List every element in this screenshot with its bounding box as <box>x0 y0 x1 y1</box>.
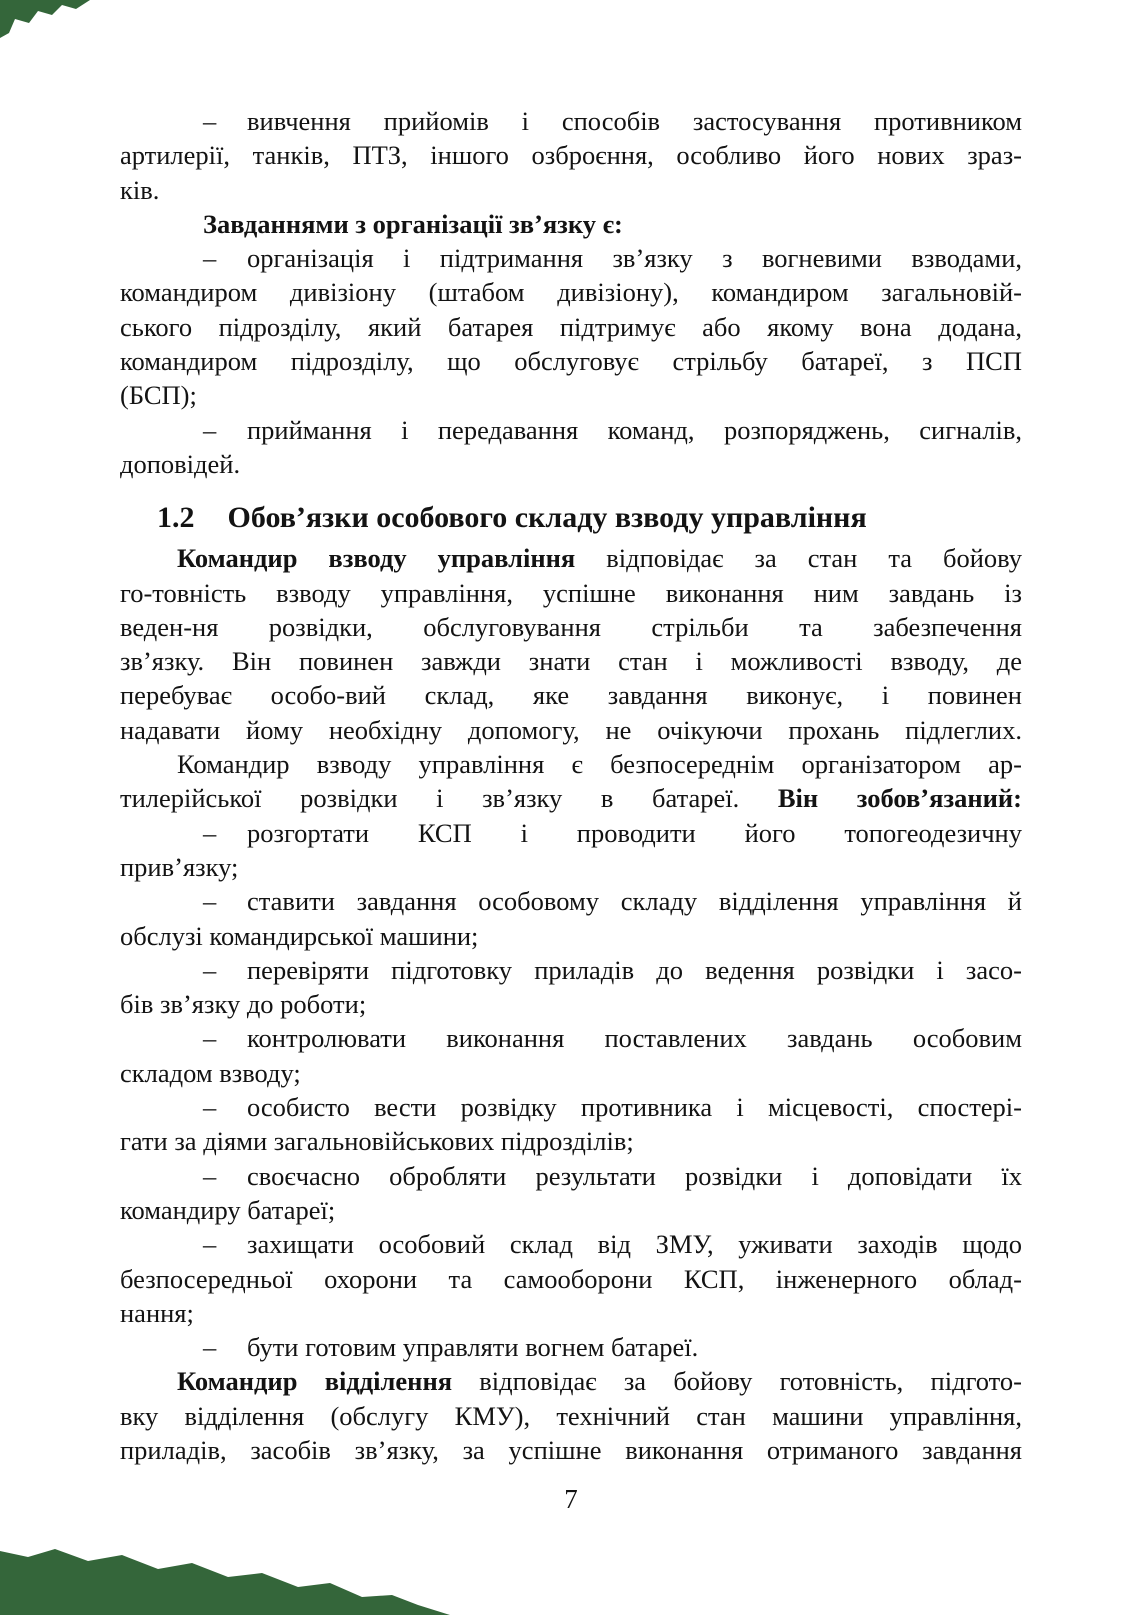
line-text: особисто вести розвідку противника і місцевості, спостері- <box>247 1092 1022 1123</box>
text-line <box>120 413 1022 447</box>
text-line: веден-ня розвідки, обслуговування стрільби та забезпечення <box>120 611 1022 642</box>
text-line <box>120 1090 1022 1124</box>
text-line: зв’язку. Він повинен завжди знати стан і можливості взводу, де <box>120 646 1022 677</box>
text-line: ків. <box>120 174 160 205</box>
scan-artifact-shape <box>0 1549 450 1615</box>
text-line: безпосередньої охорони та самооборони КСП, інженерного облад- <box>120 1263 1022 1294</box>
scan-artifact-top-left <box>0 0 100 44</box>
text-line <box>120 104 1022 138</box>
line-text: тилерійської розвідки і зв’язку в батареї. <box>120 783 778 814</box>
text-line: бів зв’язку до роботи; <box>120 989 367 1020</box>
paragraph <box>120 816 1022 885</box>
text-line: командиром дивізіону (штабом дивізіону), командиром загальновій- <box>120 277 1022 308</box>
text-line: вку відділення (обслугу КМУ), технічний стан машини управління, <box>120 1400 1022 1431</box>
paragraph <box>120 541 1022 747</box>
line-text: вивчення прийомів і способів застосування противником <box>247 106 1022 136</box>
text-line: приладів, засобів зв’язку, за успішне виконання отриманого завдання <box>120 1434 1022 1465</box>
paragraph <box>120 884 1022 953</box>
text-line: нання; <box>120 1297 194 1328</box>
paragraph <box>120 747 1022 816</box>
paragraph <box>120 413 1022 482</box>
scan-artifact-bottom-left <box>0 1545 450 1615</box>
section-heading <box>120 500 1022 536</box>
list-dash: – <box>203 1160 217 1191</box>
scan-artifact-shape <box>0 0 90 38</box>
text-line: командиру батареї; <box>120 1194 336 1225</box>
line-text: перевіряти підготовку приладів до ведення розвідки і засо- <box>247 954 1022 985</box>
bold-run: Командир відділення <box>177 1366 453 1397</box>
section-title: Обов’язки особового складу взводу управління <box>227 501 867 535</box>
list-dash: – <box>203 1023 217 1054</box>
text-line <box>120 816 1022 850</box>
list-dash: – <box>203 414 217 445</box>
paragraph <box>120 104 1022 207</box>
text-line: перебуває особо-вий склад, яке завдання виконує, і повинен <box>120 680 1022 711</box>
text-line <box>120 953 1022 987</box>
paragraph <box>120 241 1022 412</box>
line-text: ставити завдання особовому складу відділення управління й <box>247 886 1022 917</box>
text-line: складом взводу; <box>120 1057 301 1088</box>
line-text: захищати особовий склад від ЗМУ, уживати заходів щодо <box>247 1229 1022 1260</box>
text-line <box>120 1330 1022 1364</box>
text-line: доповідей. <box>120 448 241 479</box>
paragraph <box>120 953 1022 1022</box>
line-text: розгортати КСП і проводити його топогеодезичну <box>247 817 1022 848</box>
text-line <box>120 1021 1022 1055</box>
paragraph <box>120 1330 1022 1364</box>
line-text: бути готовим управляти вогнем батареї. <box>247 1332 699 1363</box>
list-dash: – <box>203 886 217 917</box>
text-line: (БСП); <box>120 380 197 411</box>
line-text: відповідає за стан та бойову <box>575 543 1023 574</box>
section-number: 1.2 <box>157 501 195 535</box>
text-line <box>120 1159 1022 1193</box>
list-dash: – <box>203 243 217 274</box>
page-text <box>120 104 1022 1467</box>
text-line: го-товність взводу управління, успішне виконання ним завдань із <box>120 577 1022 608</box>
line-text: контролювати виконання поставлених завдань особовим <box>247 1023 1022 1054</box>
bold-run: Він зобов’язаний: <box>777 783 1022 814</box>
text-line: гати за діями загальновійськових підрозділів; <box>120 1126 634 1157</box>
paragraph <box>120 1159 1022 1228</box>
text-line: ського підрозділу, який батарея підтримує або якому вона додана, <box>120 311 1022 342</box>
text-line: прив’язку; <box>120 851 239 882</box>
list-dash: – <box>203 817 217 848</box>
text-line <box>120 781 1022 815</box>
list-dash: – <box>203 1229 217 1260</box>
text-line <box>120 1227 1022 1261</box>
line-text: своєчасно обробляти результати розвідки і доповідати їх <box>247 1160 1022 1191</box>
text-line <box>120 541 1022 575</box>
line-text: відповідає за бойову готовність, підгото- <box>452 1366 1022 1397</box>
list-dash: – <box>203 1332 217 1363</box>
paragraph <box>120 1227 1022 1330</box>
text-line <box>120 884 1022 918</box>
text-line <box>120 1364 1022 1398</box>
bold-run: Командир взводу управління <box>177 543 576 574</box>
text-line: обслузі командирської машини; <box>120 920 479 951</box>
line-text: організація і підтримання зв’язку з вогневими взводами, <box>247 243 1022 274</box>
text-line: Командир взводу управління є безпосереднім організатором ар- <box>177 749 1022 780</box>
paragraph <box>120 1021 1022 1090</box>
paragraph <box>120 1364 1022 1467</box>
list-dash: – <box>203 954 217 985</box>
line-text: приймання і передавання команд, розпоряджень, сигналів, <box>247 414 1022 445</box>
text-line: надавати йому необхідну допомогу, не очікуючи прохань підлеглих. <box>120 714 1022 745</box>
paragraph <box>120 207 1022 241</box>
text-line: Завданнями з організації зв’язку є: <box>203 208 623 239</box>
text-line <box>120 241 1022 275</box>
text-line: артилерії, танків, ПТЗ, іншого озброєння, особливо його нових зраз- <box>120 140 1022 171</box>
page-number: 7 <box>564 1484 578 1514</box>
list-dash: – <box>203 106 217 136</box>
text-line: командиром підрозділу, що обслуговує стрільбу батареї, з ПСП <box>120 346 1022 377</box>
list-dash: – <box>203 1092 217 1123</box>
paragraph <box>120 1090 1022 1159</box>
